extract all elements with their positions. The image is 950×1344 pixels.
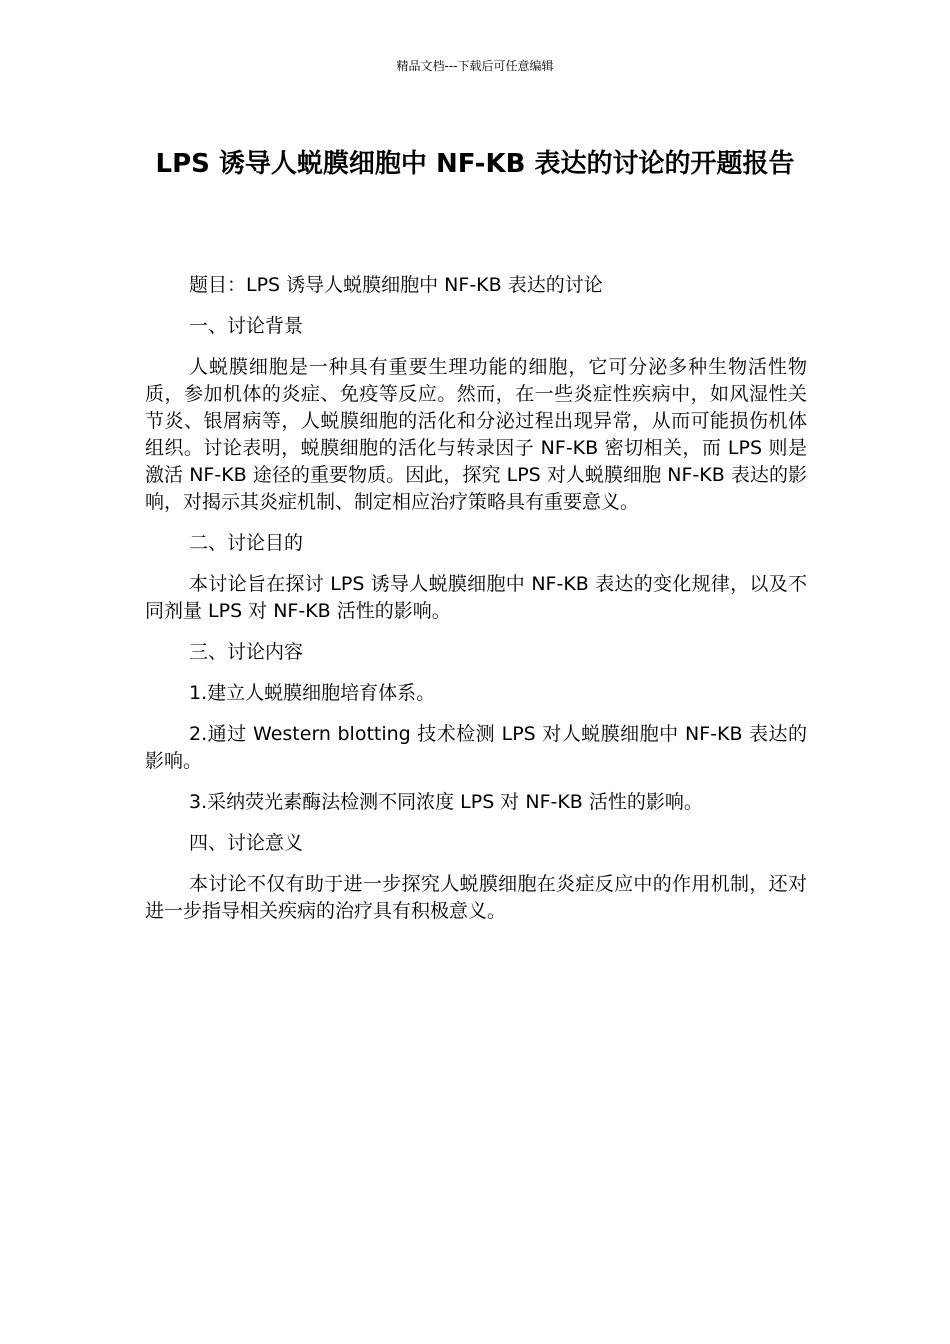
paragraph-background: 人蜕膜细胞是一种具有重要生理功能的细胞，它可分泌多种生物活性物质，参加机体的炎症、免疫等反应。然而，在一些炎症性疾病中，如风湿性关节炎、银屑病等，人蜕膜细胞的活化和分泌过程出现异常，从而可能损伤机体组织。讨论表明，蜕膜细胞的活化与转录因子 NF-KB 密切相关，而 LPS 则是激活 NF-KB 途径的重要物质。因此，探究 LPS 对人蜕膜细胞 NF-KB 表达的影响，对揭示其炎症机制、制定相应治疗策略具有重要意义。 xyxy=(145,356,807,513)
content-item-3: 3.采纳荧光素酶法检测不同浓度 LPS 对 NF-KB 活性的影响。 xyxy=(189,791,703,813)
paragraph-purpose: 本讨论旨在探讨 LPS 诱导人蜕膜细胞中 NF-KB 表达的变化规律，以及不同剂量 LPS 对 NF-KB 活性的影响。 xyxy=(145,573,807,622)
topic-line: 题目：LPS 诱导人蜕膜细胞中 NF-KB 表达的讨论 xyxy=(189,274,603,296)
section-heading-purpose: 二、讨论目的 xyxy=(189,532,304,554)
page-header: 精品文档---下载后可任意编辑 xyxy=(396,59,554,73)
paragraph-significance: 本讨论不仅有助于进一步探究人蜕膜细胞在炎症反应中的作用机制，还对进一步指导相关疾病的治疗具有积极意义。 xyxy=(145,873,807,922)
section-heading-content: 三、讨论内容 xyxy=(189,641,304,663)
document-body xyxy=(145,272,807,939)
document-title: LPS 诱导人蜕膜细胞中 NF-KB 表达的讨论的开题报告 xyxy=(155,149,795,179)
section-heading-background: 一、讨论背景 xyxy=(189,315,304,337)
content-item-2: 2.通过 Western blotting 技术检测 LPS 对人蜕膜细胞中 NF-KB 表达的影响。 xyxy=(145,723,807,772)
section-heading-significance: 四、讨论意义 xyxy=(189,832,304,854)
content-item-1: 1.建立人蜕膜细胞培育体系。 xyxy=(189,682,436,704)
